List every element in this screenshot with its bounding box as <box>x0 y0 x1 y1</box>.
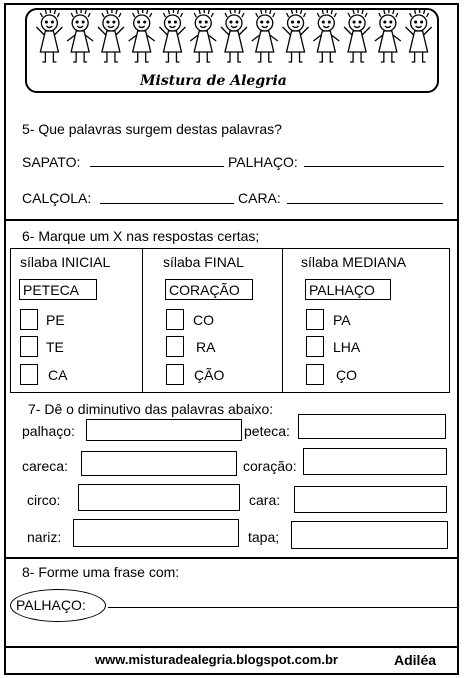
q6-col1-checkbox-3[interactable] <box>20 364 38 385</box>
kid-figure <box>313 10 339 62</box>
q7-right-word-4: tapa; <box>248 529 280 545</box>
q5-answer-line-calcola[interactable] <box>100 203 234 204</box>
q6-col3-option-3: ÇO <box>336 367 357 383</box>
q6-col2-option-2: RA <box>196 339 216 355</box>
footer-author: Adiléa <box>394 652 437 668</box>
q7-left-word-1: palhaço: <box>22 423 75 439</box>
q5-word-cara: CARA: <box>238 190 281 206</box>
q7-answer-box-tapa[interactable] <box>291 521 448 549</box>
q8-answer-line[interactable] <box>108 607 458 608</box>
q6-col3-checkbox-2[interactable] <box>306 336 324 357</box>
q7-right-word-3: cara: <box>249 492 281 508</box>
q6-col2-word: CORAÇÃO <box>165 279 253 300</box>
q6-col2-option-1: CO <box>193 312 214 328</box>
q7-left-word-2: careca: <box>22 458 68 474</box>
q5-word-palhaco: PALHAÇO: <box>228 154 298 170</box>
q6-column-divider <box>282 248 283 393</box>
q8-prompt: 8- Forme uma frase com: <box>22 564 180 580</box>
q6-col1-option-1: PE <box>46 312 65 328</box>
q7-left-word-3: circo: <box>27 492 61 508</box>
q6-col2-checkbox-2[interactable] <box>166 336 184 357</box>
q6-col3-option-1: PA <box>333 312 351 328</box>
kid-figure <box>283 10 309 62</box>
q6-column-divider <box>142 248 143 393</box>
divider <box>4 557 459 559</box>
q5-prompt: 5- Que palavras surgem destas palavras? <box>22 121 282 137</box>
q6-col1-header: sílaba INICIAL <box>20 254 111 270</box>
banner-title: Mistura de Alegria <box>140 73 287 89</box>
q6-col1-option-3: CA <box>48 367 68 383</box>
kid-figure <box>190 10 216 62</box>
q5-word-calcola: CALÇOLA: <box>22 190 92 206</box>
kid-figure <box>252 10 278 62</box>
q6-col1-word: PETECA <box>19 279 97 300</box>
kids-illustration <box>28 10 438 72</box>
kid-figure <box>129 10 155 62</box>
q6-col1-checkbox-1[interactable] <box>20 309 38 330</box>
q7-answer-box-circo[interactable] <box>78 484 240 511</box>
q5-answer-line-sapato[interactable] <box>90 166 224 167</box>
footer-url[interactable]: www.misturadealegria.blogspot.com.br <box>95 652 338 667</box>
q7-answer-box-coracao[interactable] <box>303 448 447 475</box>
q6-col3-header: sílaba MEDIANA <box>301 254 407 270</box>
q6-col2-header: sílaba FINAL <box>163 254 244 270</box>
q5-answer-line-palhaco[interactable] <box>304 166 444 167</box>
q7-answer-box-cara[interactable] <box>294 486 447 513</box>
q7-answer-box-nariz[interactable] <box>73 519 239 547</box>
q7-answer-box-peteca[interactable] <box>298 414 446 439</box>
kid-figure <box>375 10 401 62</box>
q6-col2-checkbox-3[interactable] <box>166 364 184 385</box>
kid-figure <box>221 10 247 62</box>
q7-right-word-1: peteca: <box>244 423 290 439</box>
q7-right-word-2: coração: <box>243 458 297 474</box>
kid-figure <box>159 10 185 62</box>
kid-figure <box>406 10 432 62</box>
q5-word-sapato: SAPATO: <box>22 154 81 170</box>
q6-col3-option-2: LHA <box>333 339 361 355</box>
q6-col1-checkbox-2[interactable] <box>20 336 38 357</box>
kid-figure <box>98 10 124 62</box>
divider <box>4 646 459 648</box>
q7-answer-box-palhaco[interactable] <box>86 419 242 441</box>
kid-figure <box>36 10 62 62</box>
q6-col3-checkbox-3[interactable] <box>306 364 324 385</box>
kid-figure <box>67 10 93 62</box>
q6-col2-option-3: ÇÃO <box>194 367 225 383</box>
q7-answer-box-careca[interactable] <box>81 451 237 476</box>
q6-col1-option-2: TE <box>46 339 64 355</box>
q5-answer-line-cara[interactable] <box>287 203 443 204</box>
q6-col3-checkbox-1[interactable] <box>306 309 324 330</box>
q7-left-word-4: nariz: <box>27 529 62 545</box>
divider <box>4 219 459 221</box>
q6-col2-checkbox-1[interactable] <box>166 309 184 330</box>
q8-word: PALHAÇO: <box>16 597 86 613</box>
q6-prompt: 6- Marque um X nas respostas certas; <box>22 228 260 244</box>
q6-col3-word: PALHAÇO <box>305 279 391 300</box>
q7-prompt: 7- Dê o diminutivo das palavras abaixo: <box>28 401 274 417</box>
kid-figure <box>344 10 370 62</box>
